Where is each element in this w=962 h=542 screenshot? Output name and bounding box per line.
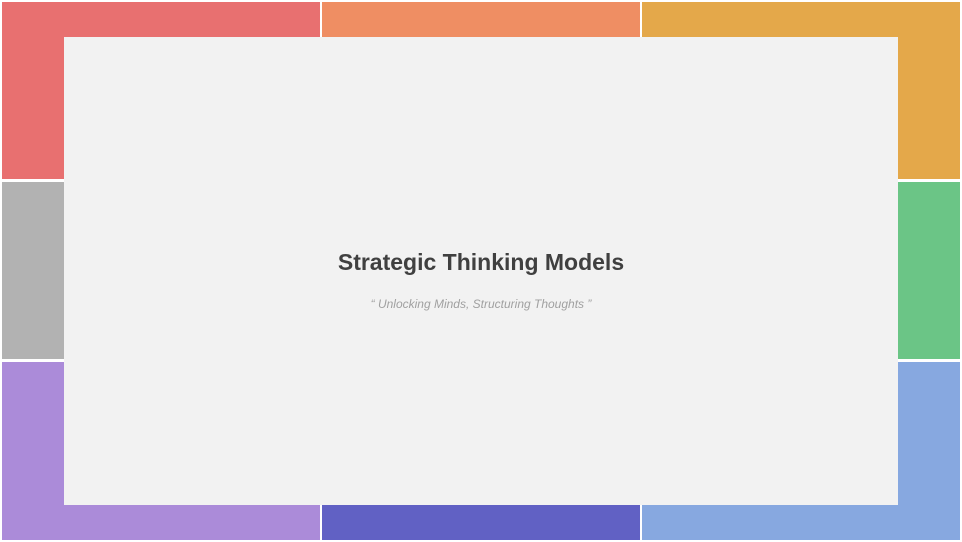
slide-title: Strategic Thinking Models	[337, 249, 625, 275]
title-panel	[64, 37, 898, 505]
slide-subtitle: “ Unlocking Minds, Structuring Thoughts ”	[370, 297, 592, 311]
